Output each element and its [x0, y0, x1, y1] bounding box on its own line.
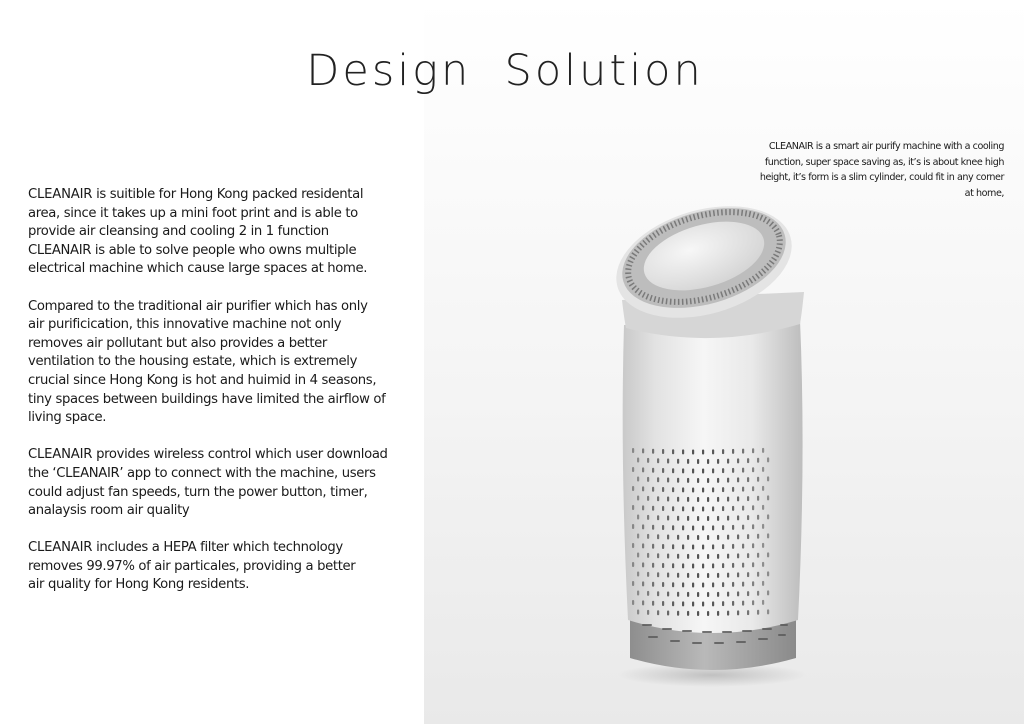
vent-slot: [742, 525, 744, 530]
brand-name: CLEANAIR: [28, 540, 93, 556]
vent-slot: [727, 497, 729, 502]
vent-slot: [692, 468, 694, 473]
line-text: provides wireless control which user download: [92, 447, 388, 463]
vent-slot: [677, 497, 679, 502]
vent-slot: [737, 458, 739, 463]
vent-slot: [632, 524, 634, 529]
vent-slot: [672, 506, 674, 511]
vent-slot: [767, 514, 769, 519]
vent-slot: [652, 468, 654, 473]
vent-slot: [652, 563, 654, 568]
vent-slot: [707, 497, 709, 502]
vent-slot: [692, 506, 694, 511]
vent-slot: [637, 496, 639, 501]
vent-slot: [762, 600, 764, 605]
vent-slot: [702, 601, 704, 606]
vent-slot: [682, 601, 684, 606]
vent-slot: [762, 524, 764, 529]
vent-slot: [637, 553, 639, 558]
vent-slot: [667, 516, 669, 521]
vent-slot: [717, 459, 719, 464]
vent-slot: [672, 525, 674, 530]
vent-slot: [662, 449, 664, 454]
vent-slot: [692, 563, 694, 568]
vent-slot: [722, 487, 724, 492]
vent-slot: [647, 610, 649, 615]
vent-slot: [712, 582, 714, 587]
vent-slot: [632, 448, 634, 453]
vent-slot: [757, 610, 759, 615]
vent-slot: [742, 544, 744, 549]
vent-slot: [747, 591, 749, 596]
vent-slot: [757, 591, 759, 596]
text-line: [28, 446, 418, 465]
vent-slot: [657, 458, 659, 463]
vent-slot: [657, 591, 659, 596]
vent-slot: [647, 515, 649, 520]
vent-slot: [767, 476, 769, 481]
vent-slot: [657, 515, 659, 520]
vent-slot: [707, 478, 709, 483]
text-line: [28, 186, 418, 205]
vent-slot: [662, 563, 664, 568]
vent-slot: [737, 515, 739, 520]
text-line: provide air cleansing and cooling 2 in 1 function: [28, 224, 329, 240]
vent-slot: [747, 496, 749, 501]
paragraph-1: [28, 186, 418, 279]
vent-slot: [757, 496, 759, 501]
vent-slot: [712, 468, 714, 473]
vent-slot: [712, 449, 714, 454]
brand-name: CLEANAIR: [28, 447, 93, 463]
vent-slot: [682, 468, 684, 473]
vent-slot: [707, 535, 709, 540]
text-line: ventilation to the housing estate, which is extremely: [28, 354, 358, 370]
vent-slot: [637, 591, 639, 596]
vent-slot: [647, 458, 649, 463]
vent-slot: [652, 525, 654, 530]
vent-slot: [662, 487, 664, 492]
vent-slot: [667, 497, 669, 502]
vent-slot: [687, 573, 689, 578]
vent-slot: [647, 591, 649, 596]
vent-slot: [657, 496, 659, 501]
vent-slot: [737, 610, 739, 615]
vent-slot: [737, 591, 739, 596]
vent-slot: [642, 581, 644, 586]
vent-slot: [752, 562, 754, 567]
vent-slot: [712, 563, 714, 568]
vent-slot: [737, 572, 739, 577]
vent-slot: [717, 592, 719, 597]
vent-slot: [702, 449, 704, 454]
vent-slot: [757, 477, 759, 482]
vent-slot: [687, 459, 689, 464]
vent-slot: [712, 544, 714, 549]
vent-slot: [702, 487, 704, 492]
vent-slot: [637, 534, 639, 539]
vent-slot: [742, 506, 744, 511]
vent-slot: [702, 506, 704, 511]
vent-slot: [747, 515, 749, 520]
vent-slot: [752, 543, 754, 548]
vent-slot: [687, 592, 689, 597]
vent-slot: [717, 611, 719, 616]
vent-slot: [697, 535, 699, 540]
vent-slot: [657, 477, 659, 482]
vent-slot: [672, 544, 674, 549]
vent-slot: [757, 534, 759, 539]
vent-slot: [647, 553, 649, 558]
vent-slot: [687, 611, 689, 616]
text-line: could adjust fan speeds, turn the power button, timer,: [28, 484, 368, 500]
vent-slot: [672, 487, 674, 492]
vent-slot: [767, 590, 769, 595]
vent-slot: [732, 582, 734, 587]
vent-slot: [727, 611, 729, 616]
vent-slot: [652, 487, 654, 492]
vent-slot: [647, 572, 649, 577]
vent-slot: [667, 592, 669, 597]
text-line: Compared to the traditional air purifier which has only: [28, 298, 368, 314]
vent-slot: [762, 581, 764, 586]
vent-slot: [687, 516, 689, 521]
vent-slot: [687, 554, 689, 559]
vent-slot: [727, 573, 729, 578]
vent-slot: [687, 535, 689, 540]
vent-slot: [697, 516, 699, 521]
vent-slot: [687, 478, 689, 483]
caption-line: at home,: [964, 187, 1004, 199]
vent-slot: [677, 554, 679, 559]
vent-slot: [727, 554, 729, 559]
vent-slot: [712, 487, 714, 492]
vent-slot: [717, 497, 719, 502]
vent-slot: [677, 592, 679, 597]
vent-slot: [652, 544, 654, 549]
vent-slot: [752, 581, 754, 586]
vent-slot: [752, 486, 754, 491]
text-line: crucial since Hong Kong is hot and huimid in 4 seasons,: [28, 372, 377, 388]
vent-slot: [682, 506, 684, 511]
paragraph-3: [28, 446, 418, 520]
vent-slot: [722, 449, 724, 454]
vent-slot: [692, 544, 694, 549]
vent-slot: [667, 611, 669, 616]
vent-slot: [757, 553, 759, 558]
vent-slot: [717, 516, 719, 521]
vent-slot: [747, 477, 749, 482]
vent-slot: [697, 611, 699, 616]
vent-slot: [642, 562, 644, 567]
vent-slot: [707, 554, 709, 559]
vent-slot: [767, 533, 769, 538]
vent-slot: [717, 535, 719, 540]
vent-slot: [647, 534, 649, 539]
vent-slot: [712, 601, 714, 606]
vent-slot: [752, 600, 754, 605]
vent-slot: [742, 601, 744, 606]
vent-slot: [652, 582, 654, 587]
air-purifier-product-image: [600, 200, 830, 700]
vent-slot: [747, 458, 749, 463]
vent-slot: [702, 525, 704, 530]
vent-slot: [647, 496, 649, 501]
text-line: removes air pollutant but also provides a better: [28, 335, 327, 351]
vent-slot: [767, 495, 769, 500]
vent-slot: [632, 486, 634, 491]
product-caption: [704, 139, 1004, 201]
vent-slot: [692, 601, 694, 606]
vent-slot: [657, 534, 659, 539]
vent-slot: [762, 448, 764, 453]
vent-slot: [657, 610, 659, 615]
vent-slot: [682, 582, 684, 587]
paragraph-4: [28, 539, 418, 595]
vent-slot: [742, 449, 744, 454]
description-body: [28, 186, 418, 614]
vent-slot: [752, 505, 754, 510]
vent-slot: [677, 478, 679, 483]
vent-slot: [672, 563, 674, 568]
vent-slot: [727, 516, 729, 521]
vent-slot: [717, 573, 719, 578]
vent-slot: [707, 592, 709, 597]
vent-slot: [707, 516, 709, 521]
vent-slot: [642, 467, 644, 472]
vent-slot: [672, 582, 674, 587]
vent-slot: [702, 544, 704, 549]
vent-slot: [647, 477, 649, 482]
vent-slot: [632, 581, 634, 586]
vent-slot: [632, 562, 634, 567]
vent-slot: [707, 573, 709, 578]
vent-slot: [742, 582, 744, 587]
vent-slot: [732, 506, 734, 511]
vent-slot: [712, 525, 714, 530]
vent-slot: [767, 457, 769, 462]
vent-slot: [662, 582, 664, 587]
vent-slot: [727, 592, 729, 597]
vent-slot: [692, 487, 694, 492]
vent-slot: [677, 535, 679, 540]
vent-slot: [667, 554, 669, 559]
vent-slot: [767, 552, 769, 557]
vent-slot: [762, 543, 764, 548]
vent-slot: [682, 487, 684, 492]
vent-slot: [692, 582, 694, 587]
vent-slot: [732, 601, 734, 606]
vent-slot: [662, 525, 664, 530]
vent-slot: [742, 487, 744, 492]
caption-line: height, it’s form is a slim cylinder, could fit in any corner: [759, 172, 1004, 183]
vent-slot: [762, 486, 764, 491]
vent-slot: [702, 468, 704, 473]
vent-slot: [722, 544, 724, 549]
text-line: the ‘CLEANAIR’ app to connect with the machine, users: [28, 465, 376, 481]
vent-slot: [662, 544, 664, 549]
vent-slot: [682, 563, 684, 568]
vent-slot: [692, 449, 694, 454]
vent-slot: [742, 468, 744, 473]
vent-slot: [727, 535, 729, 540]
line-text: is suitible for Hong Kong packed residental: [92, 187, 364, 202]
caption-line: function, super space saving as, it’s is about knee high: [764, 156, 1004, 168]
text-line: air quality for Hong Kong residents.: [28, 577, 250, 593]
vent-slot: [682, 544, 684, 549]
vent-slot: [722, 506, 724, 511]
vent-slot: [717, 478, 719, 483]
vent-slot: [732, 544, 734, 549]
vent-slot: [632, 505, 634, 510]
vent-slot: [637, 458, 639, 463]
vent-slot: [752, 467, 754, 472]
vent-slot: [757, 572, 759, 577]
vent-slot: [657, 553, 659, 558]
vent-slot: [762, 562, 764, 567]
vent-slot: [707, 459, 709, 464]
vent-slot: [722, 563, 724, 568]
vent-slot: [697, 459, 699, 464]
vent-slot: [737, 553, 739, 558]
vent-slot: [762, 467, 764, 472]
vent-slot: [737, 534, 739, 539]
vent-slot: [637, 477, 639, 482]
vent-slot: [662, 601, 664, 606]
vent-slot: [697, 554, 699, 559]
vent-slot: [692, 525, 694, 530]
vent-slot: [652, 506, 654, 511]
vent-slot: [672, 601, 674, 606]
text-line: electrical machine which cause large spaces at home.: [28, 261, 368, 277]
vent-slot: [642, 505, 644, 510]
vent-slot: [687, 497, 689, 502]
text-line: air purificication, this innovative machine not only: [28, 317, 342, 333]
vent-slot: [747, 534, 749, 539]
vent-slot: [667, 535, 669, 540]
vent-slot: [672, 468, 674, 473]
vent-slot: [707, 611, 709, 616]
vent-slot: [682, 525, 684, 530]
vent-slot: [737, 477, 739, 482]
vent-slot: [677, 516, 679, 521]
vent-slot: [677, 611, 679, 616]
vent-slot: [702, 563, 704, 568]
vent-slot: [677, 573, 679, 578]
vent-slot: [642, 524, 644, 529]
vent-slot: [652, 449, 654, 454]
vent-slot: [752, 448, 754, 453]
vent-slot: [677, 459, 679, 464]
vent-slot: [752, 524, 754, 529]
text-line: [28, 539, 418, 558]
vent-slot: [642, 543, 644, 548]
vent-slot: [657, 572, 659, 577]
vent-slot: [757, 458, 759, 463]
vent-slot: [762, 505, 764, 510]
vent-slot: [702, 582, 704, 587]
caption-line: CLEANAIR is a smart air purify machine with a cooling: [768, 141, 1004, 152]
vent-slot: [697, 592, 699, 597]
text-line: living space.: [28, 410, 107, 426]
vent-slot: [727, 478, 729, 483]
text-line: tiny spaces between buildings have limited the airflow of: [28, 391, 386, 407]
vent-slot: [717, 554, 719, 559]
line-text: includes a HEPA filter which technology: [92, 540, 343, 556]
text-line: CLEANAIR is able to solve people who owns multiple: [28, 242, 357, 258]
vent-slot: [632, 467, 634, 472]
page-title: Design Solution: [306, 46, 704, 96]
vent-slot: [637, 515, 639, 520]
vent-slot: [767, 571, 769, 576]
vent-slot: [757, 515, 759, 520]
vent-slot: [632, 600, 634, 605]
text-line: area, since it takes up a mini foot print and is able to: [28, 205, 358, 221]
vent-slot: [732, 487, 734, 492]
vent-slot: [667, 573, 669, 578]
vent-slot: [747, 610, 749, 615]
vent-slot: [732, 525, 734, 530]
vent-slot: [637, 610, 639, 615]
vent-slot: [727, 459, 729, 464]
vent-slot: [652, 601, 654, 606]
vent-slot: [712, 506, 714, 511]
paragraph-2: [28, 298, 418, 428]
vent-slot: [767, 609, 769, 614]
vent-slot: [637, 572, 639, 577]
vent-slot: [742, 563, 744, 568]
vent-slot: [642, 600, 644, 605]
vent-slot: [732, 449, 734, 454]
vent-slot: [672, 449, 674, 454]
vent-slot: [747, 572, 749, 577]
vent-slot: [722, 601, 724, 606]
text-line: removes 99.97% of air particales, providing a better: [28, 558, 356, 574]
text-line: analaysis room air quality: [28, 503, 190, 519]
vent-slot: [632, 543, 634, 548]
vent-slot: [682, 449, 684, 454]
vent-slot: [697, 573, 699, 578]
vent-slot: [697, 497, 699, 502]
vent-slot: [732, 563, 734, 568]
vent-slot: [642, 486, 644, 491]
vent-slot: [697, 478, 699, 483]
vent-slot: [662, 468, 664, 473]
vent-slot: [642, 448, 644, 453]
brand-name: CLEANAIR: [28, 187, 93, 202]
vent-slot: [722, 525, 724, 530]
vent-slot: [732, 468, 734, 473]
vent-slot: [667, 459, 669, 464]
vent-slot: [722, 582, 724, 587]
vent-slot: [747, 553, 749, 558]
vent-slot: [722, 468, 724, 473]
vent-slot: [667, 478, 669, 483]
vent-slot: [737, 496, 739, 501]
vent-slot: [662, 506, 664, 511]
